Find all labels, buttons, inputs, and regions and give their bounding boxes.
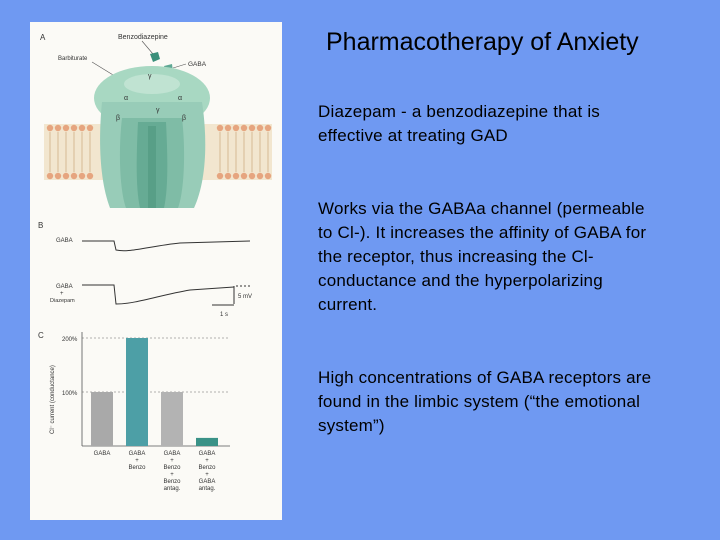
- bar-1-label-line-1: GABA: [93, 451, 111, 457]
- bar-2-label-line-1: GABA: [128, 451, 146, 457]
- gaba-pointer: [173, 64, 186, 68]
- trace1-label: GABA: [56, 238, 73, 244]
- bar-4-label-line-3: Benzo: [198, 465, 216, 471]
- bar-3-label-line-4: +: [170, 472, 174, 478]
- scale-mv-label: 5 mV: [238, 294, 253, 300]
- bar-3-label-line-2: +: [170, 458, 174, 464]
- trace-gaba: [82, 241, 250, 251]
- bar-4-label-line-1: GABA: [198, 451, 216, 457]
- subunit-label-2: α: [124, 95, 129, 102]
- bar-4-label-line-5: GABA: [198, 479, 216, 485]
- trace-gaba-diazepam: [82, 285, 234, 304]
- trace2-sub: Diazepam: [50, 298, 75, 304]
- benzo-pointer: [142, 41, 153, 54]
- subunit-label-3: β: [116, 115, 121, 122]
- paragraph-mechanism: Works via the GABAa channel (permeable to Cl-). It increases the affinity of GABA for the receptor, thus increasing the Cl- conductance and the hyperpolarizing current.: [318, 199, 647, 314]
- subunit-label-1: γ: [148, 73, 152, 80]
- benzodiazepine-label: Benzodiazepine: [118, 34, 168, 41]
- gabaa-receptor-channel: [94, 66, 210, 208]
- panel-a-label: A: [40, 33, 46, 42]
- bar-2: [126, 338, 148, 446]
- subunit-label-4: α: [178, 95, 183, 102]
- paragraph-limbic: High concentrations of GABA receptors are found in the limbic system (“the emotional system”): [318, 368, 652, 435]
- bar-3-label-line-6: antag.: [163, 486, 181, 492]
- trace2-label: GABA: [56, 284, 73, 290]
- scale-s-label: 1 s: [220, 312, 229, 318]
- paragraph-diazepam: Diazepam - a benzodiazepine that is effective at treating GAD: [318, 102, 600, 145]
- bar-3-label-line-5: Benzo: [163, 479, 181, 485]
- bar-4: [196, 438, 218, 446]
- bar-3: [161, 392, 183, 446]
- subunit-label-5: β: [182, 115, 187, 122]
- bar-4-label-line-6: antag.: [198, 486, 216, 492]
- bar-3-label-line-1: GABA: [163, 451, 181, 457]
- tick-200-label: 200%: [62, 337, 78, 343]
- gaba-label: GABA: [188, 61, 207, 68]
- bar-2-label-line-3: Benzo: [128, 465, 146, 471]
- bar-1: [91, 392, 113, 446]
- trace2-plus: +: [60, 291, 64, 297]
- tick-100-label: 100%: [62, 391, 78, 397]
- bar-3-label-line-3: Benzo: [163, 465, 181, 471]
- barbiturate-label: Barbiturate: [58, 56, 88, 62]
- benzodiazepine-molecule: [150, 52, 160, 62]
- slide-title: Pharmacotherapy of Anxiety: [326, 28, 639, 56]
- bar-label-group: [94, 451, 217, 492]
- subunit-label-6: γ: [156, 107, 160, 114]
- panel-c-label: C: [38, 331, 44, 340]
- panel-c-ylabel: Cl⁻ current (conductance): [50, 365, 56, 434]
- panel-b-label: B: [38, 221, 44, 230]
- bar-2-label-line-2: +: [135, 458, 139, 464]
- gabaa-receptor-figure: [30, 22, 282, 520]
- bar-4-label-line-4: +: [205, 472, 209, 478]
- bar-4-label-line-2: +: [205, 458, 209, 464]
- figure-svg: [30, 22, 282, 520]
